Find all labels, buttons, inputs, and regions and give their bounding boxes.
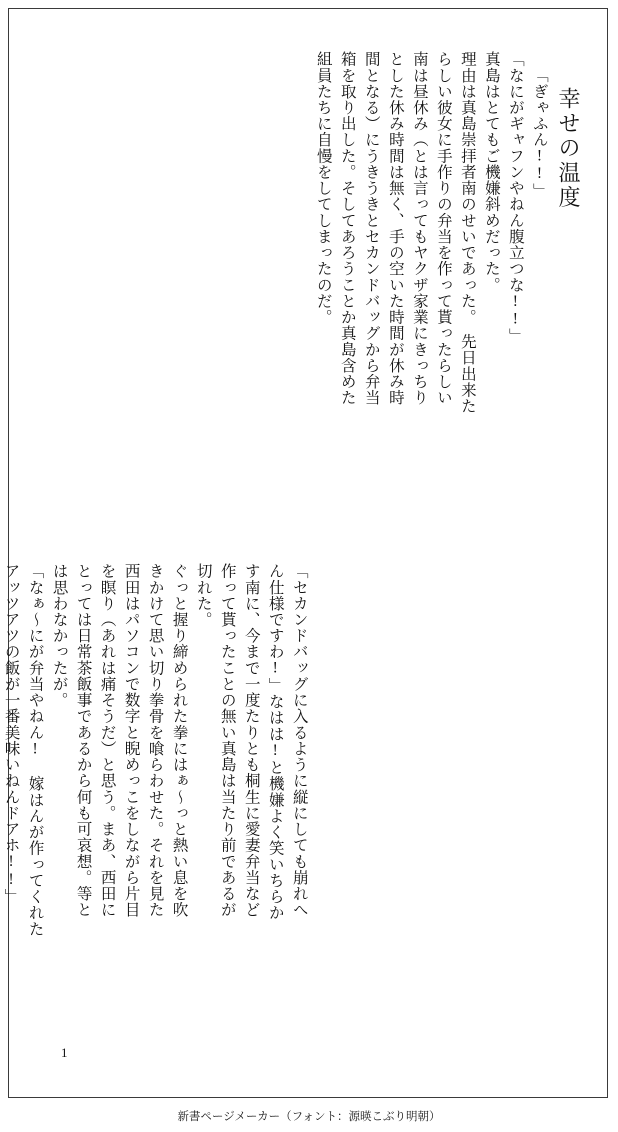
footer-caption: 新書ページメーカー（フォント：源暎こぶり明朝）: [177, 1111, 441, 1123]
text-column: きかけて思い切り拳骨を喰らわせた。それを見た: [146, 563, 164, 918]
text-column: 「なぁ〜にが弁当やねん! 嫁はんが作ってくれた: [26, 563, 44, 938]
text-column: アッツアツの飯が一番美味いねんドアホ!!」: [2, 563, 20, 905]
text-column: 切れた。: [194, 563, 212, 628]
text-column: とした休み時間は無く、手の空いた時間が休み時: [386, 51, 404, 406]
text-column: 南は昼休み（とは言ってもヤクザ家業にきっちり: [410, 51, 428, 406]
document-title: 幸せの温度: [556, 87, 581, 211]
text-column: を瞑り（あれは痛そうだ）と思う。まあ、西田に: [98, 563, 116, 918]
text-column: 真島はとてもご機嫌斜めだった。: [482, 51, 500, 293]
page-number: 1: [61, 1045, 68, 1060]
text-column: す南に、今まで一度たりとも桐生に愛妻弁当など: [242, 563, 260, 918]
text-column: らしい彼女に手作りの弁当を作って貰ったらしい: [434, 51, 452, 406]
text-column: 作って貰ったことの無い真島は当たり前であるが: [218, 563, 236, 918]
text-column: 「セカンドバッグに入るように縦にしても崩れへ: [290, 563, 308, 918]
text-column: 箱を取り出した。そしてあろうことか真島含めた: [338, 51, 356, 406]
text-column: 「ぎゃふん!!」: [530, 67, 548, 199]
text-column: 「なにがギャフンやねん腹立つな!!」: [506, 51, 524, 345]
text-column: は思わなかったが。: [50, 563, 68, 709]
text-column: ん仕様ですわ!」なはは!と機嫌よく笑いちらか: [266, 563, 284, 921]
text-column: ぐっと握り締められた拳にはぁ〜っと熱い息を吹: [170, 563, 188, 918]
page-canvas: [2, 8, 608, 1098]
text-column: 西田はパソコンで数字と睨めっこをしながら片目: [122, 563, 140, 918]
text-column: 組員たちに自慢をしてしまったのだ。: [314, 51, 332, 326]
text-column: 理由は真島崇拝者南のせいであった。 先日出来た: [458, 51, 476, 415]
vertical-text-area: [2, 35, 585, 1051]
text-column: とっては日常茶飯事であるから何も可哀想。等と: [74, 563, 92, 918]
text-column: 間となる）にうきうきとセカンドバッグから弁当: [362, 51, 380, 406]
